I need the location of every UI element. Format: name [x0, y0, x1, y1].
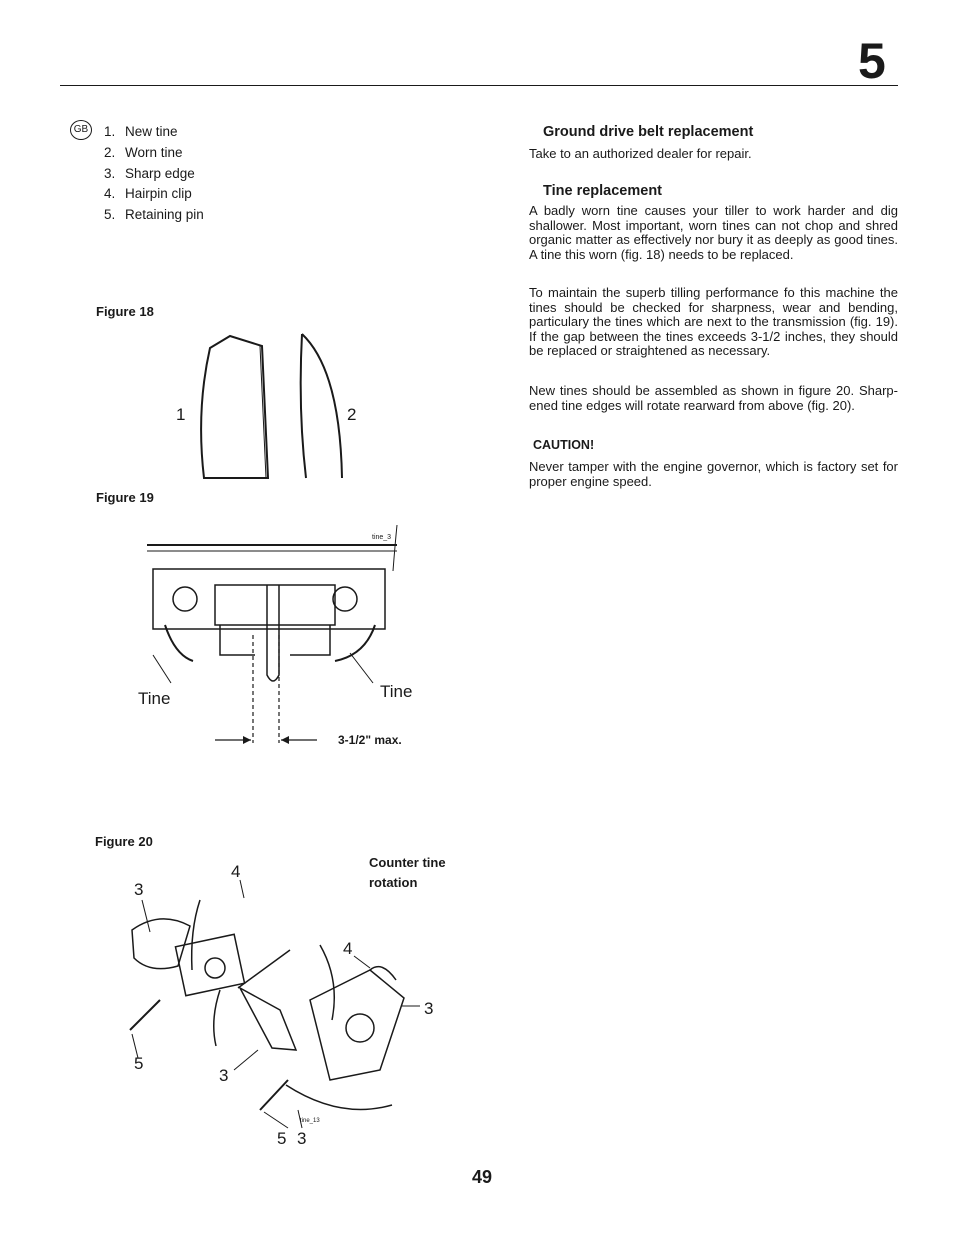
tine-paragraph-1: A badly worn tine causes your tiller to work harder and dig shallower. Most important, worn tines can not chop and shred organic matter as effectively nor bury it as deeply as good tines. A tine this worn (fig. 18) needs to be replaced. [529, 203, 898, 262]
figure-20-label: Figure 20 [95, 834, 153, 849]
fig20-callout: 5 [277, 1129, 287, 1148]
fig18-callout-1: 1 [176, 405, 186, 424]
fig20-caption: Counter tine rotation [369, 855, 446, 890]
legend-item: 2. Worn tine [104, 144, 183, 160]
tine-paragraph-2: To maintain the superb tilling performance fo this machine the tines should be checked for sharpness, wear and bending, particulary the tines which are next to the transmission (fig. 19). If the gap between the tines exceeds 3-1/2 inches, they should be replaced or straightened as necessary. [529, 285, 898, 358]
fig20-callout: 3 [297, 1129, 307, 1148]
caution-text: Never tamper with the engine governor, which is factory set for proper engine speed. [529, 459, 898, 489]
figure-19-label: Figure 19 [96, 490, 154, 505]
fig20-callout: 3 [134, 880, 144, 899]
legend-item: 1. New tine [104, 124, 178, 139]
header-rule [60, 85, 898, 86]
fig19-tine-left: Tine [138, 689, 171, 708]
fig19-tag: tine_3 [372, 534, 392, 541]
figure-19-illustration [145, 525, 405, 745]
fig20-callout: 3 [219, 1066, 229, 1085]
fig19-gap-label: 3-1/2" max. [338, 733, 402, 747]
figure-20-illustration [120, 870, 440, 1140]
page-number: 49 [472, 1167, 493, 1187]
tine-heading: Tine replacement [543, 183, 663, 199]
language-badge: GB [70, 120, 92, 140]
legend-item: 4. Hairpin clip [104, 186, 192, 202]
tine-paragraph-3: New tines should be assembled as shown in figure 20. Sharp-ened tine edges will rotate rearward from above (fig. 20). [529, 383, 898, 413]
belt-text: Take to an authorized dealer for repair. [529, 146, 752, 161]
parts-legend [104, 122, 204, 226]
legend-item: 5. Retaining pin [104, 207, 204, 223]
fig19-tine-right: Tine [380, 682, 413, 701]
legend-item: 3. Sharp edge [104, 165, 195, 181]
caution-heading: CAUTION! [533, 438, 595, 452]
belt-heading: Ground drive belt replacement [543, 124, 754, 140]
fig20-callout: 4 [231, 862, 241, 881]
chapter-number: 5 [858, 33, 886, 89]
figure-18-illustration [170, 330, 370, 480]
fig20-tag: tine_13 [300, 1118, 320, 1124]
fig20-callout: 5 [134, 1054, 144, 1073]
fig20-callout: 3 [424, 999, 434, 1018]
fig18-callout-2: 2 [347, 405, 357, 424]
figure-18-label: Figure 18 [96, 304, 154, 319]
fig20-callout: 4 [343, 939, 353, 958]
